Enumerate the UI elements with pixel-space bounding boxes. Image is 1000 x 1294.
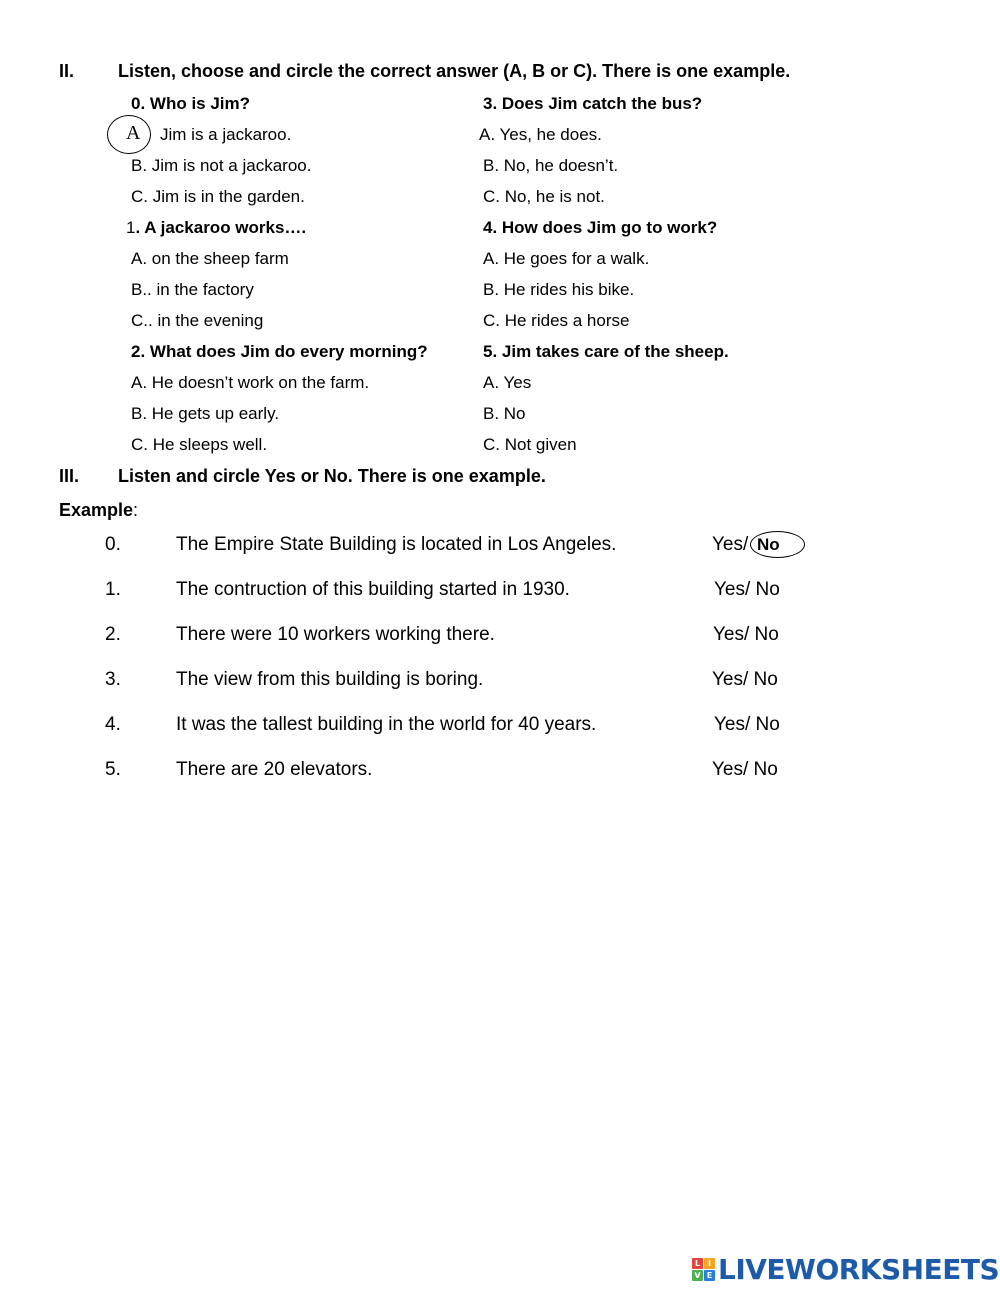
question-5-option-c[interactable]: C. Not given — [483, 435, 577, 454]
question-3-option-c[interactable]: C. No, he is not. — [483, 187, 605, 206]
logo-mark-e: E — [704, 1270, 715, 1281]
question-4-option-b[interactable]: B. He rides his bike. — [483, 280, 635, 299]
liveworksheets-logo[interactable] — [692, 1254, 999, 1284]
logo-text: LIVEWORKSHEETS — [718, 1252, 1000, 1286]
section-2-number: II. — [59, 61, 75, 81]
question-1-title — [126, 218, 306, 238]
example-label — [59, 500, 138, 521]
question-0-option-a[interactable]: Jim is a jackaroo. — [160, 125, 292, 144]
statement-5-answer[interactable]: Yes/ No — [712, 759, 778, 780]
statement-5-number: 5. — [105, 759, 121, 780]
statement-0-text: The Empire State Building is located in Los Angeles. — [176, 534, 617, 555]
question-0-option-b[interactable]: B. Jim is not a jackaroo. — [131, 156, 312, 175]
statement-3-answer[interactable]: Yes/ No — [712, 669, 778, 690]
statement-4-number: 4. — [105, 714, 121, 735]
statement-4-answer[interactable]: Yes/ No — [714, 714, 780, 735]
question-2-option-b[interactable]: B. He gets up early. — [131, 404, 280, 423]
question-0: 0. Who is Jim? — [131, 94, 251, 113]
example-label-text: Example — [59, 500, 134, 520]
section-3-number: III. — [59, 466, 80, 486]
question-4: 4. How does Jim go to work? — [483, 218, 718, 237]
statement-1-text: The contruction of this building started in 1930. — [176, 579, 570, 600]
logo-mark-v: V — [692, 1270, 703, 1281]
question-1-option-b[interactable]: B.. in the factory — [131, 280, 254, 299]
question-2-option-a[interactable]: A. He doesn’t work on the farm. — [131, 373, 370, 392]
statement-1-answer[interactable]: Yes/ No — [714, 579, 780, 600]
statement-0-no[interactable]: No — [757, 535, 780, 554]
question-2: 2. What does Jim do every morning? — [131, 342, 428, 361]
statement-3-text: The view from this building is boring. — [176, 669, 484, 690]
question-5-option-a[interactable]: A. Yes — [483, 373, 532, 392]
statement-4-text: It was the tallest building in the world for 40 years. — [176, 714, 597, 735]
statement-3-number: 3. — [105, 669, 121, 690]
question-5: 5. Jim takes care of the sheep. — [483, 342, 729, 361]
statement-2-number: 2. — [105, 624, 121, 645]
example-colon: : — [133, 500, 139, 520]
statement-5-text: There are 20 elevators. — [176, 759, 373, 780]
question-3: 3. Does Jim catch the bus? — [483, 94, 703, 113]
section-2-instruction: Listen, choose and circle the correct answer (A, B or C). There is one example. — [118, 61, 791, 81]
statement-0-yes[interactable]: Yes/ — [712, 534, 749, 555]
question-4-option-c[interactable]: C. He rides a horse — [483, 311, 630, 330]
statement-2-answer[interactable]: Yes/ No — [713, 624, 779, 645]
statement-2-text: There were 10 workers working there. — [176, 624, 495, 645]
question-4-option-a[interactable]: A. He goes for a walk. — [483, 249, 650, 268]
example-answer-letter: A — [126, 122, 141, 144]
statement-0-number: 0. — [105, 534, 121, 555]
question-1: . A jackaroo works…. — [135, 218, 307, 237]
logo-mark-icon — [692, 1258, 715, 1281]
question-2-option-c[interactable]: C. He sleeps well. — [131, 435, 268, 454]
question-1-option-c[interactable]: C.. in the evening — [131, 311, 264, 330]
section-3-instruction: Listen and circle Yes or No. There is one example. — [118, 466, 546, 486]
question-3-option-b[interactable]: B. No, he doesn’t. — [483, 156, 619, 175]
question-5-option-b[interactable]: B. No — [483, 404, 526, 423]
question-1-option-a[interactable]: A. on the sheep farm — [131, 249, 289, 268]
statement-1-number: 1. — [105, 579, 121, 600]
logo-mark-i: I — [704, 1258, 715, 1269]
question-0-option-c[interactable]: C. Jim is in the garden. — [131, 187, 305, 206]
question-1-number: 1 — [126, 218, 136, 237]
logo-mark-l: L — [692, 1258, 703, 1269]
question-3-option-a[interactable]: A. Yes, he does. — [479, 125, 602, 144]
